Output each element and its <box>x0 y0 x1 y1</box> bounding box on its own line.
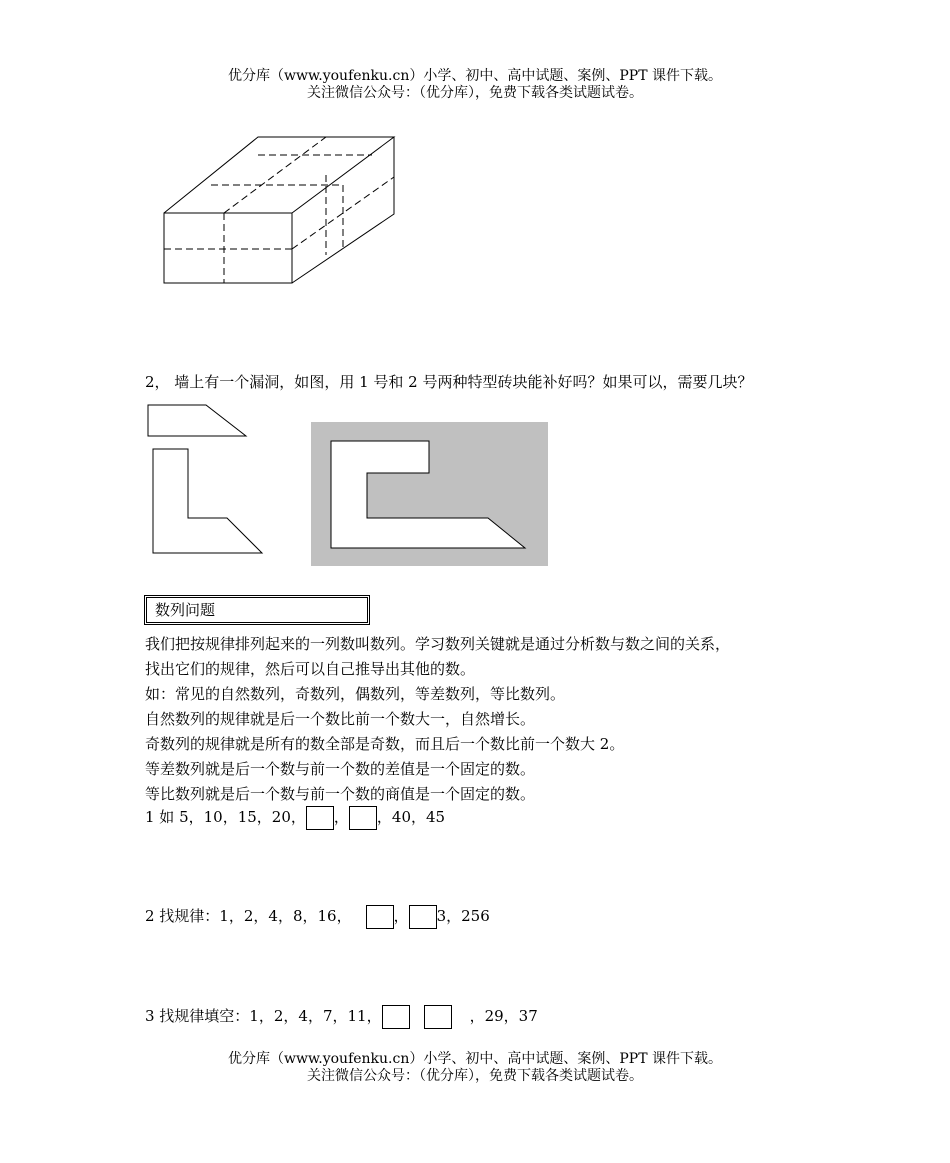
problem-2 <box>145 905 490 929</box>
brick-2-shape <box>153 449 262 553</box>
answer-blank[interactable] <box>306 806 334 830</box>
footer-line-2: 关注微信公众号：（优分库），免费下载各类试题试卷。 <box>307 1068 643 1084</box>
problem-3 <box>145 1005 538 1029</box>
section-line-4: 自然数列的规律就是后一个数比前一个数大一，自然增长。 <box>145 710 536 728</box>
section-line-7: 等比数列就是后一个数与前一个数的商值是一个固定的数。 <box>145 785 536 803</box>
question-2: 2， 墙上有一个漏洞，如图，用 1 号和 2 号两种特型砖块能补好吗？如果可以，需要几块？ <box>145 373 753 391</box>
header-line-1: 优分库（www.youfenku.cn）小学、初中、高中试题、案例、PPT 课件下载。 <box>227 68 722 84</box>
problem-1-sep: ， <box>333 808 349 826</box>
section-title: 数列问题 <box>155 601 216 619</box>
section-line-2: 找出它们的规律，然后可以自己推导出其他的数。 <box>145 660 476 678</box>
problem-2-sep: ， <box>393 907 409 925</box>
brick-1-shape <box>148 405 246 436</box>
problem-2-suffix: 3，256 <box>436 907 490 925</box>
problem-2-prefix: 2 找规律：1，2，4，8，16， <box>145 907 352 925</box>
problem-1-prefix: 1 如 5，10，15，20， <box>145 808 306 826</box>
answer-blank[interactable] <box>409 905 437 929</box>
answer-blank[interactable] <box>382 1005 410 1029</box>
problem-1-suffix: ，40，45 <box>376 808 446 826</box>
problem-3-suffix: ，29，37 <box>469 1007 538 1025</box>
section-line-5: 奇数列的规律就是所有的数全部是奇数，而且后一个数比前一个数大 2。 <box>145 735 625 753</box>
section-line-1: 我们把按规律排列起来的一列数叫数列。学习数列关键就是通过分析数与数之间的关系， <box>145 635 731 653</box>
footer-line-1: 优分库（www.youfenku.cn）小学、初中、高中试题、案例、PPT 课件下载。 <box>227 1051 722 1067</box>
problem-3-prefix: 3 找规律填空：1，2，4，7，11， <box>145 1007 382 1025</box>
answer-blank[interactable] <box>349 806 377 830</box>
section-line-6: 等差数列就是后一个数与前一个数的差值是一个固定的数。 <box>145 760 536 778</box>
answer-blank[interactable] <box>366 905 394 929</box>
section-line-3: 如：常见的自然数列，奇数列，偶数列，等差数列，等比数列。 <box>145 685 566 703</box>
section-title-box <box>144 595 370 625</box>
problem-1 <box>145 806 445 830</box>
page-footer <box>0 1051 950 1085</box>
answer-blank[interactable] <box>424 1005 452 1029</box>
header-line-2: 关注微信公众号：（优分库），免费下载各类试题试卷。 <box>307 85 643 101</box>
